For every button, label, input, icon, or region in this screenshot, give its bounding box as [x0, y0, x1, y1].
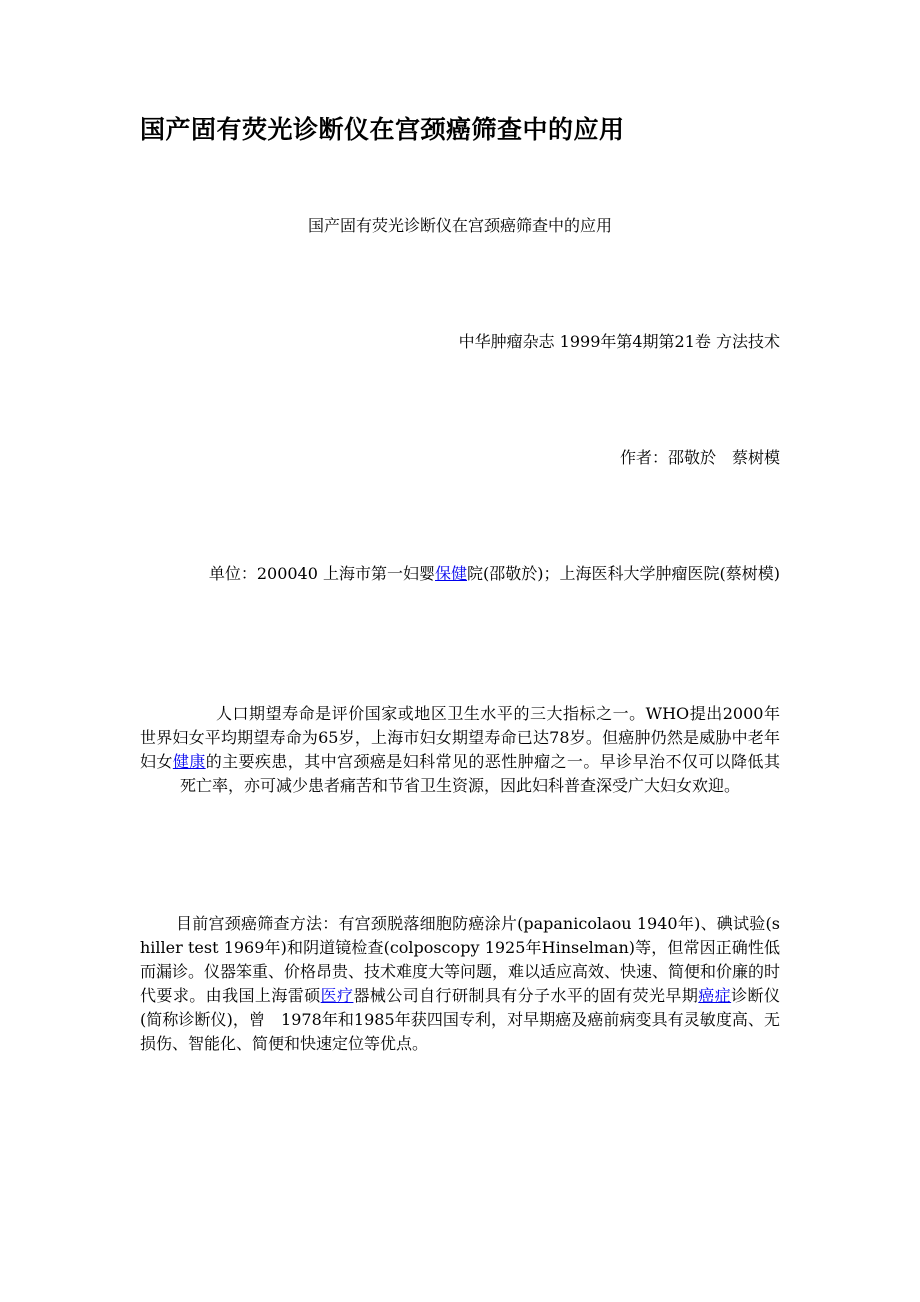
paragraph2-text-part3: 诊断仪(简称诊断仪)，曾 1978年和1985年获四国专利，对早期癌及癌前病变具有灵敏度高、无损伤、智能化、简便和快速定位等优点。: [140, 986, 780, 1053]
paragraph2-text-part2: 器械公司自行研制具有分子水平的固有荧光早期: [353, 986, 699, 1005]
paragraph1-text-start: 人口期望寿命是评价国家或地区卫生水平的三大指标之一。WHO提出2000年世界妇女平均期望寿命为65岁，上海市妇女期望寿命已达78岁。但癌肿仍然是威胁中老年妇女: [140, 704, 780, 771]
medical-link[interactable]: 医疗: [320, 986, 354, 1005]
affiliation-text-end: 院(邵敬於)；上海医科大学肿瘤医院(蔡树模): [467, 564, 780, 583]
health-care-link[interactable]: 保健: [435, 564, 468, 583]
author-line: 作者：邵敬於 蔡树模: [619, 448, 780, 467]
paragraph-life-expectancy: [140, 702, 780, 798]
paragraph1-text-end: 的主要疾患，其中宫颈癌是妇科常见的恶性肿瘤之一。早诊早治不仅可以降低其死亡率，亦可减少患者痛苦和节省卫生资源，因此妇科普查深受广大妇女欢迎。: [179, 752, 780, 795]
health-link[interactable]: 健康: [172, 752, 206, 771]
journal-info: 中华肿瘤杂志 1999年第4期第21卷 方法技术: [458, 332, 780, 351]
cancer-link[interactable]: 癌症: [698, 986, 732, 1005]
paragraph-screening-methods: [140, 912, 780, 1056]
document-subtitle: 国产固有荧光诊断仪在宫颈癌筛查中的应用: [307, 216, 612, 235]
affiliation-line: [140, 562, 780, 586]
affiliation-text-start: 单位：200040 上海市第一妇婴: [208, 564, 435, 583]
document-title: 国产固有荧光诊断仪在宫颈癌筛查中的应用: [140, 115, 625, 144]
paragraph2-text-part1: 目前宫颈癌筛查方法：有宫颈脱落细胞防癌涂片(papanicolaou 1940年)、碘试验(shiller test 1969年)和阴道镜检查(colposcopy 1925年Hinselman)等，但常因正确性低而漏诊。仪器笨重、价格昂贵、技术难度大等问题，难以适应高效、快速、简便和价廉的时代要求。由我国上海雷硕: [140, 914, 781, 1005]
